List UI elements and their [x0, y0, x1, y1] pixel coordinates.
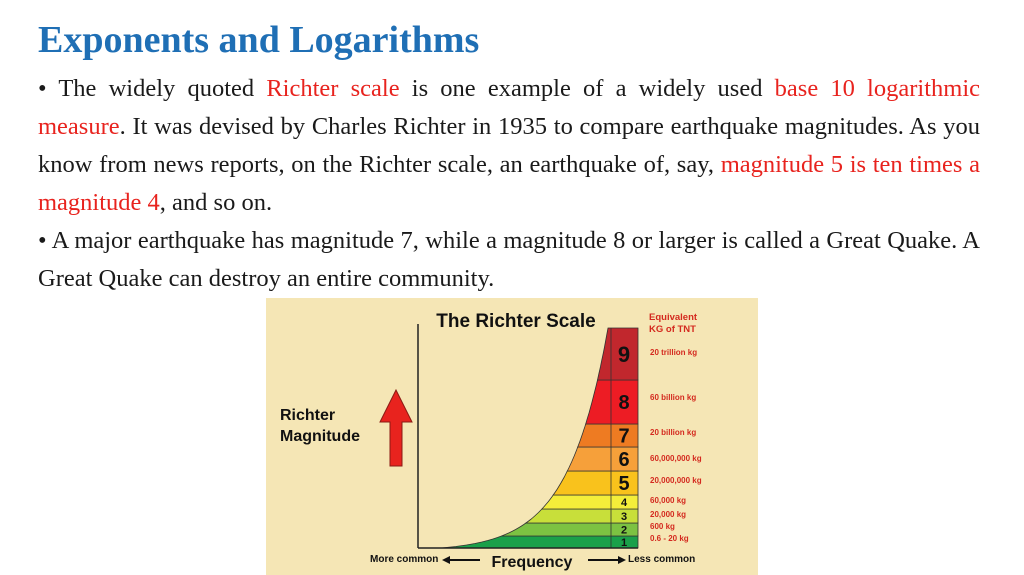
highlight-richter-scale: Richter scale — [266, 75, 400, 102]
magnitude-number-4: 4 — [620, 496, 628, 509]
paragraph-text: A major earthquake has magnitude 7, while a magnitude 8 or larger is called a Great Quake. A Great Quake can destroy an entire community. — [38, 227, 980, 292]
magnitude-band-1 — [441, 536, 638, 548]
x-axis-right-note: Less common — [628, 554, 696, 565]
tnt-value-7: 20 billion kg — [650, 428, 697, 437]
legend-title-line1: Equivalent — [649, 312, 698, 323]
tnt-value-3: 20,000 kg — [650, 510, 687, 519]
bullet-paragraph-richter — [38, 70, 980, 222]
magnitude-number-1: 1 — [620, 536, 628, 549]
tnt-value-8: 60 billion kg — [650, 393, 697, 402]
magnitude-number-9: 9 — [617, 341, 631, 367]
y-axis-label-line1: Richter — [280, 407, 336, 424]
magnitude-number-7: 7 — [618, 425, 630, 448]
magnitude-number-3: 3 — [620, 510, 628, 523]
y-axis-label-line2: Magnitude — [280, 428, 360, 445]
bullet-marker: • — [38, 227, 47, 254]
up-arrow-icon — [380, 390, 412, 466]
paragraph-text: The widely quoted — [46, 75, 267, 102]
paragraph-text: is one example of a widely used — [399, 75, 775, 102]
x-arrow-left-icon — [442, 556, 450, 564]
tnt-value-4: 60,000 kg — [650, 496, 687, 505]
x-axis-label: Frequency — [491, 554, 573, 571]
bullet-paragraph-great-quake — [38, 222, 980, 298]
magnitude-number-5: 5 — [618, 473, 630, 496]
richter-scale-diagram — [266, 298, 758, 575]
x-axis-left-note: More common — [370, 554, 439, 565]
tnt-value-5: 20,000,000 kg — [650, 476, 702, 485]
magnitude-band-8 — [586, 380, 638, 424]
figure-title: The Richter Scale — [436, 311, 596, 332]
paragraph-text: , and so on. — [159, 189, 273, 216]
highlight-magnitude-compare: magnitude 5 is ten times a magnitude 4 — [38, 151, 980, 216]
magnitude-number-2: 2 — [620, 524, 628, 537]
legend-title-line2: KG of TNT — [649, 324, 696, 335]
tnt-values — [650, 348, 702, 543]
x-arrow-right-icon — [618, 556, 626, 564]
magnitude-number-6: 6 — [618, 449, 630, 472]
highlight-base10-log: base 10 logarithmic measure — [38, 75, 980, 140]
richter-scale-figure — [266, 298, 758, 575]
slide-title: Exponents and Logarithms — [38, 19, 480, 61]
magnitude-bands — [441, 328, 638, 548]
tnt-value-9: 20 trillion kg — [650, 348, 698, 357]
paragraph-text: . It was devised by Charles Richter in 1935 to compare earthquake magnitudes. As you know from news reports, on the Richter scale, an earthquake of, say, — [38, 113, 980, 178]
tnt-value-6: 60,000,000 kg — [650, 454, 702, 463]
tnt-value-1: 0.6 - 20 kg — [650, 534, 689, 543]
magnitude-number-8: 8 — [618, 392, 630, 415]
bullet-marker: • — [38, 75, 47, 102]
tnt-value-2: 600 kg — [650, 522, 675, 531]
magnitude-band-2 — [502, 523, 639, 536]
